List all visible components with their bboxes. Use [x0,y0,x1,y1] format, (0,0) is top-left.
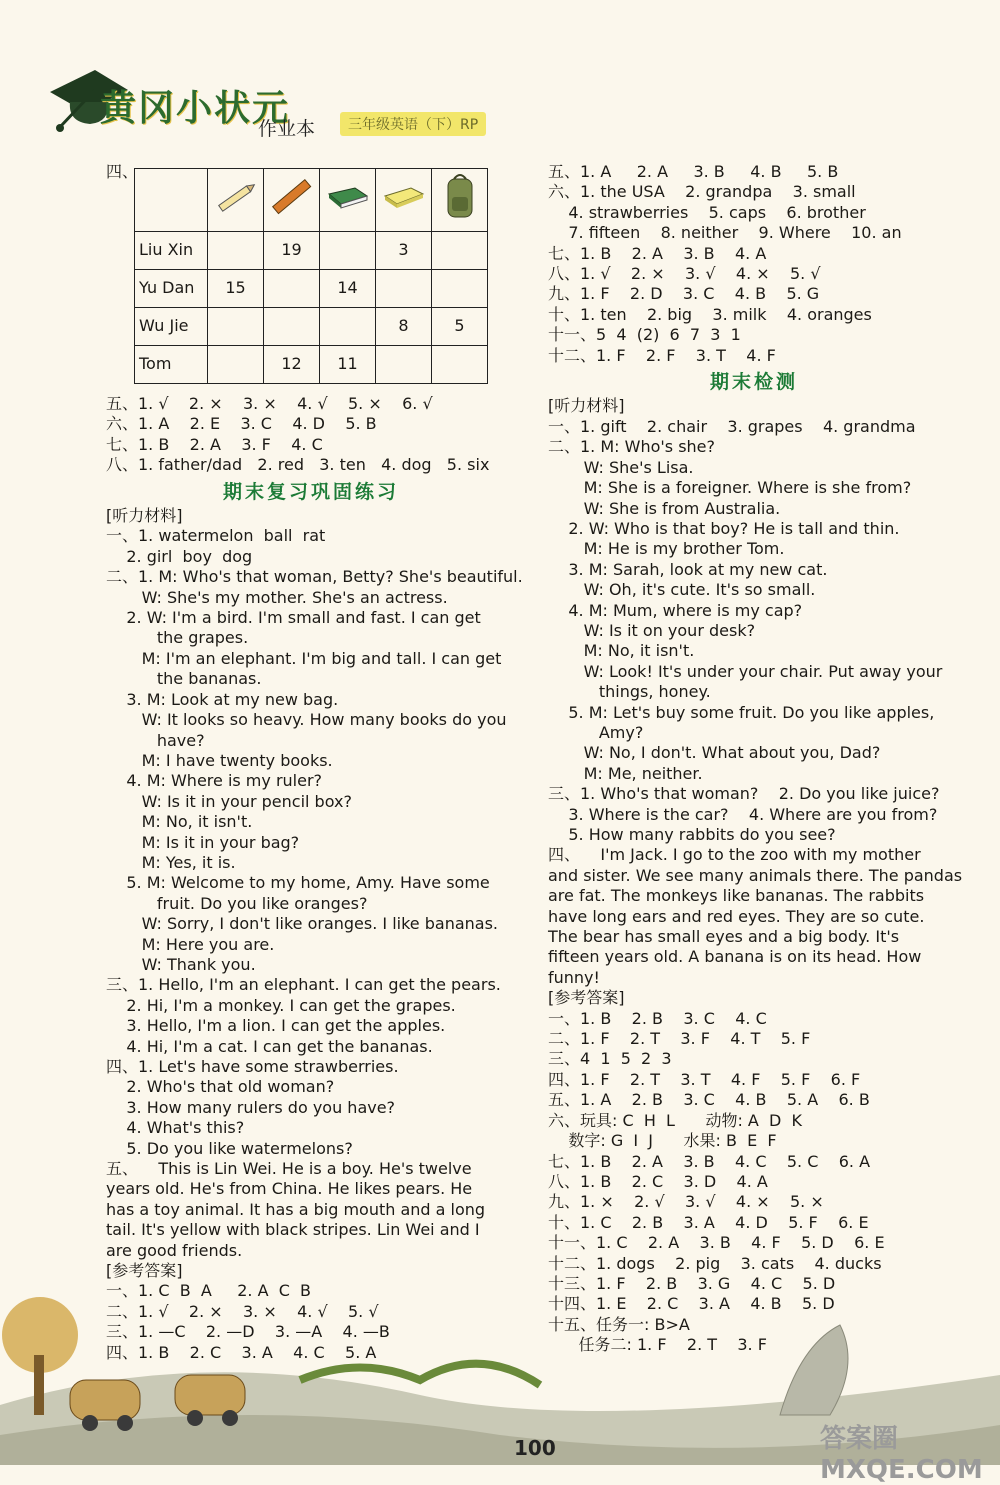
text-line: 六、1. the USA 2. grandpa 3. small [548,182,856,202]
text-line: 2. W: I'm a bird. I'm small and fast. I can get [106,608,481,628]
text-line: 十、1. ten 2. big 3. milk 4. oranges [548,304,872,324]
text-line: 二、1. √ 2. × 3. × 4. √ 5. √ [106,1301,379,1321]
text-line: 十五、任务一: B>A [548,1314,690,1334]
text-line: 十三、1. F 2. B 3. G 4. C 5. D [548,1273,836,1293]
text-line: 二、1. M: Who's she? [548,437,716,457]
text-line: [参考答案] [106,1261,183,1281]
text-line: 十二、1. dogs 2. pig 3. cats 4. ducks [548,1253,882,1273]
text-line: 2. Hi, I'm a monkey. I can get the grapes. [106,995,456,1015]
eraser-icon [320,169,376,232]
text-line: W: Is it on your desk? [548,620,756,640]
text-line: 八、1. father/dad 2. red 3. ten 4. dog 5. six [106,455,490,475]
text-line: 5. Do you like watermelons? [106,1138,353,1158]
text-line: are good friends. [106,1240,243,1260]
text-line: Amy? [548,722,644,742]
text-line: M: Here you are. [106,934,275,954]
table-row: Wu Jie 8 5 [135,308,488,346]
text-line: 一、1. B 2. B 3. C 4. C [548,1008,767,1028]
right-answers-top [548,162,960,366]
text-line: 十二、1. F 2. F 3. T 4. F [548,345,776,365]
text-line: 4. What's this? [106,1118,245,1138]
text-line: 7. fifteen 8. neither 9. Where 10. an [548,223,902,243]
text-line: 六、玩具: C H L 动物: A D K [548,1110,803,1130]
text-line: W: She's my mother. She's an actress. [106,587,448,607]
text-line: 一、1. gift 2. chair 3. grapes 4. grandma [548,416,916,436]
section-heading-final-test: 期末检测 [709,371,798,394]
text-line: M: She is a foreigner. Where is she from? [548,478,912,498]
text-line: 3. M: Look at my new bag. [106,689,339,709]
right-column [548,162,963,1356]
text-line: 四、1. F 2. T 3. T 4. F 5. F 6. F [548,1069,861,1089]
text-line: W: No, I don't. What about you, Dad? [548,743,881,763]
text-line: 四、1. B 2. C 3. A 4. C 5. A [106,1342,377,1362]
text-line: 八、1. √ 2. × 3. √ 4. × 5. √ [548,264,821,284]
text-line: 十一、5 4 (2) 6 7 3 1 [548,325,741,345]
text-line: have? [106,730,205,750]
text-line: W: Thank you. [106,954,256,974]
text-line: W: Oh, it's cute. It's so small. [548,580,816,600]
table-row: Tom 12 11 [135,346,488,384]
answer-table [134,168,488,384]
text-line: 三、1. Hello, I'm an elephant. I can get the pears. [106,975,501,995]
section-heading-review: 期末复习巩固练习 [222,480,399,503]
text-line: M: I'm an elephant. I'm big and tall. I can get [106,648,502,668]
text-line: M: Yes, it is. [106,852,236,872]
text-line: fruit. Do you like oranges? [106,893,368,913]
text-line: 4. Hi, I'm a cat. I can get the bananas. [106,1036,433,1056]
text-line: [听力材料] [548,396,625,416]
text-line: 二、1. M: Who's that woman, Betty? She's beautiful. [106,567,523,587]
text-line: M: Me, neither. [548,763,703,783]
text-line: years old. He's from China. He likes pears. He [106,1179,473,1199]
text-line: W: Look! It's under your chair. Put away your [548,661,943,681]
text-line: W: She is from Australia. [548,498,781,518]
text-line: 九、1. × 2. √ 3. √ 4. × 5. × [548,1192,824,1212]
text-line: 三、1. —C 2. —D 3. —A 4. —B [106,1322,390,1342]
table-row: Liu Xin 19 3 [135,232,488,270]
left-review-section [106,506,523,1363]
left-column [106,162,523,1363]
brand-subtitle: 作业本 [258,118,316,140]
pencil-box-icon [376,169,432,232]
text-line: [参考答案] [548,988,625,1008]
text-line: W: She's Lisa. [548,457,694,477]
text-line: 四、1. Let's have some strawberries. [106,1057,399,1076]
text-line: M: No, it isn't. [548,641,695,661]
text-line: [听力材料] [106,506,183,526]
text-line: 3. M: Sarah, look at my new cat. [548,559,828,579]
answer-table-block [106,162,516,394]
text-line: 十四、1. E 2. C 3. A 4. B 5. D [548,1294,835,1314]
text-line: 三、4 1 5 2 3 [548,1049,672,1069]
text-line: 一、1. C B A 2. A C B [106,1281,312,1301]
text-line: 七、1. B 2. A 3. B 4. C 5. C 6. A [548,1151,871,1171]
text-line: 2. W: Who is that boy? He is tall and thin. [548,518,900,538]
text-line: 五、1. √ 2. × 3. × 4. √ 5. × 6. √ [106,394,433,413]
text-line: 四、 I'm Jack. I go to the zoo with my mother [548,845,921,865]
text-line: W: Sorry, I don't like oranges. I like bananas. [106,914,498,934]
text-line: 3. Where is the car? 4. Where are you from? [548,804,938,824]
text-line: W: It looks so heavy. How many books do you [106,710,507,730]
text-line: 十一、1. C 2. A 3. B 4. F 5. D 6. E [548,1233,885,1253]
table-label: 四、 [106,162,139,181]
text-line: 五、1. A 2. A 3. B 4. B 5. B [548,162,839,181]
text-line: 一、1. watermelon ball rat [106,526,326,546]
text-line: 任务二: 1. F 2. T 3. F [548,1335,767,1355]
text-line: 七、1. B 2. A 3. B 4. A [548,243,767,263]
pencil-icon [208,169,264,232]
table-row: Yu Dan 15 14 [135,270,488,308]
text-line: 2. Who's that old woman? [106,1077,335,1097]
table-header-row [135,169,488,232]
text-line: 七、1. B 2. A 3. F 4. C [106,434,323,454]
text-line: M: He is my brother Tom. [548,539,785,559]
text-line: 3. Hello, I'm a lion. I can get the apples. [106,1016,446,1036]
text-line: the grapes. [106,628,249,648]
schoolbag-icon [432,169,488,232]
text-line: M: Is it in your bag? [106,832,300,852]
left-answers-top [106,394,516,476]
right-final-test-section [548,396,963,1355]
text-line: 数字: G I J 水果: B E F [548,1131,777,1151]
watermark-text: 答案圈 MXQE.COM [820,1424,983,1485]
text-line: the bananas. [106,669,262,689]
text-line: M: No, it isn't. [106,812,253,832]
text-line: tail. It's yellow with black stripes. Lin Wei and I [106,1220,480,1240]
text-line: 三、1. Who's that woman? 2. Do you like juice? [548,784,940,804]
text-line: 4. M: Where is my ruler? [106,771,323,791]
text-line: 八、1. B 2. C 3. D 4. A [548,1171,768,1191]
text-line: 2. girl boy dog [106,546,253,566]
text-line: funny! [548,967,600,987]
text-line: M: I have twenty books. [106,750,333,770]
text-line: 4. strawberries 5. caps 6. brother [548,202,866,222]
text-line: 3. How many rulers do you have? [106,1097,396,1117]
text-line: fifteen years old. A banana is on its head. How [548,947,922,967]
text-line: and sister. We see many animals there. The pandas [548,865,963,885]
text-line: things, honey. [548,682,711,702]
text-line: 5. How many rabbits do you see? [548,825,836,844]
text-line: 5. M: Let's buy some fruit. Do you like apples, [548,702,935,722]
text-line: 五、 This is Lin Wei. He is a boy. He's twelve [106,1159,472,1179]
brand-header [40,62,560,152]
text-line: 5. M: Welcome to my home, Amy. Have some [106,873,490,893]
text-line: 九、1. F 2. D 3. C 4. B 5. G [548,284,820,304]
page-number: 100 [514,1436,556,1460]
text-line: have long ears and red eyes. They are so cute. [548,906,925,926]
text-line: 4. M: Mum, where is my cap? [548,600,803,620]
text-line: 二、1. F 2. T 3. F 4. T 5. F [548,1029,811,1049]
text-line: are fat. The monkeys like bananas. The rabbits [548,886,925,906]
brand-title: 黄冈小状元 [100,87,291,129]
text-line: W: Is it in your pencil box? [106,791,352,811]
grade-badge: 三年级英语（下）RP [340,112,486,136]
text-line: 六、1. A 2. E 3. C 4. D 5. B [106,414,377,434]
text-line: 五、1. A 2. B 3. C 4. B 5. A 6. B [548,1090,870,1110]
ruler-icon [264,169,320,232]
text-line: 十、1. C 2. B 3. A 4. D 5. F 6. E [548,1212,869,1232]
text-line: has a toy animal. It has a big mouth and a long [106,1199,486,1219]
text-line: The bear has small eyes and a big body. It's [548,927,900,947]
